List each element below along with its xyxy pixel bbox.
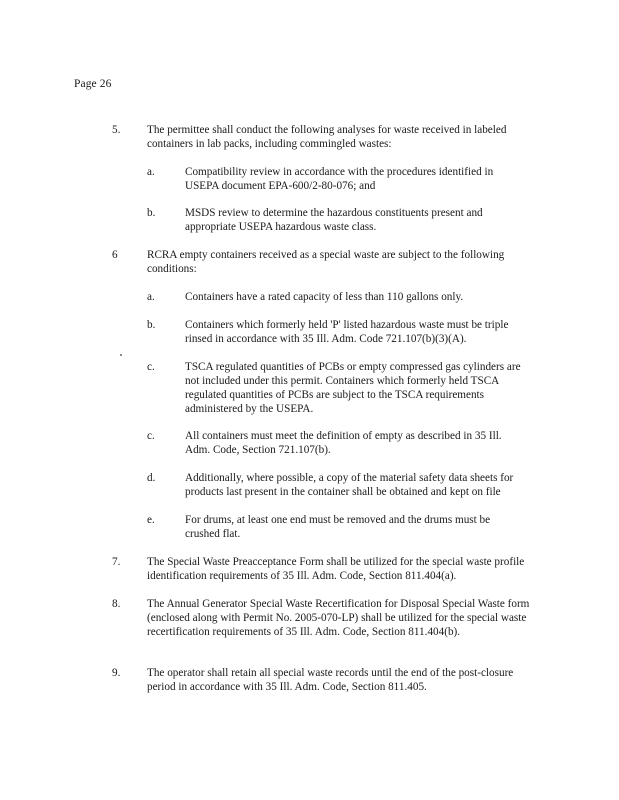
sub-item-letter: a.	[147, 166, 155, 178]
item-number: 9.	[112, 667, 121, 679]
stray-mark	[120, 354, 122, 356]
item-number: 5.	[112, 124, 121, 136]
sub-item-text: Containers which formerly held 'P' listed hazardous waste must be triple rinsed in accordance with 35 Ill. Adm. Code 721.107(b)(3)(A).	[185, 319, 509, 345]
sub-item-letter: b.	[147, 207, 156, 219]
item-number: 7.	[112, 556, 121, 568]
item-number: 8.	[112, 598, 121, 610]
sub-item-text: For drums, at least one end must be removed and the drums must be crushed flat.	[185, 514, 491, 540]
sub-item-letter: a.	[147, 291, 155, 303]
item-text: RCRA empty containers received as a special waste are subject to the following conditions:	[147, 249, 505, 275]
sub-item-letter: e.	[147, 514, 155, 526]
page-label: Page 26	[74, 78, 112, 90]
sub-item-letter: b.	[147, 319, 156, 331]
sub-item-letter: c.	[147, 430, 155, 442]
sub-item-text: Compatibility review in accordance with the procedures identified in USEPA document EPA-600/2-80-076; and	[185, 166, 494, 192]
sub-item-letter: c.	[147, 361, 155, 373]
sub-item-letter: d.	[147, 472, 156, 484]
item-number: 6	[112, 249, 118, 261]
sub-item-text: MSDS review to determine the hazardous constituents present and appropriate USEPA hazardous waste class.	[185, 207, 483, 233]
item-text: The Annual Generator Special Waste Recertification for Disposal Special Waste form (enclosed along with Permit No. 2005-070-LP) shall be utilized for the special waste recertification requirements of 35 Ill. Adm. Code, Section 811.404(b).	[147, 598, 530, 638]
sub-item-text: All containers must meet the definition of empty as described in 35 Ill. Adm. Code, Section 721.107(b).	[185, 430, 502, 456]
item-text: The operator shall retain all special waste records until the end of the post-closure period in accordance with 35 Ill. Adm. Code, Section 811.405.	[147, 667, 514, 693]
item-text: The permittee shall conduct the following analyses for waste received in labeled containers in lab packs, including commingled wastes:	[147, 124, 507, 150]
item-text: The Special Waste Preacceptance Form shall be utilized for the special waste profile identification requirements of 35 Ill. Adm. Code, Section 811.404(a).	[147, 556, 525, 582]
sub-item-text: TSCA regulated quantities of PCBs or empty compressed gas cylinders are not included under this permit. Containers which formerly held TSCA regulated quantities of PCBs are subject to the TSCA requirements administered by the USEPA.	[185, 361, 521, 415]
sub-item-text: Additionally, where possible, a copy of the material safety data sheets for products last present in the container shall be obtained and kept on file	[185, 472, 514, 498]
sub-item-text: Containers have a rated capacity of less than 110 gallons only.	[185, 291, 464, 303]
